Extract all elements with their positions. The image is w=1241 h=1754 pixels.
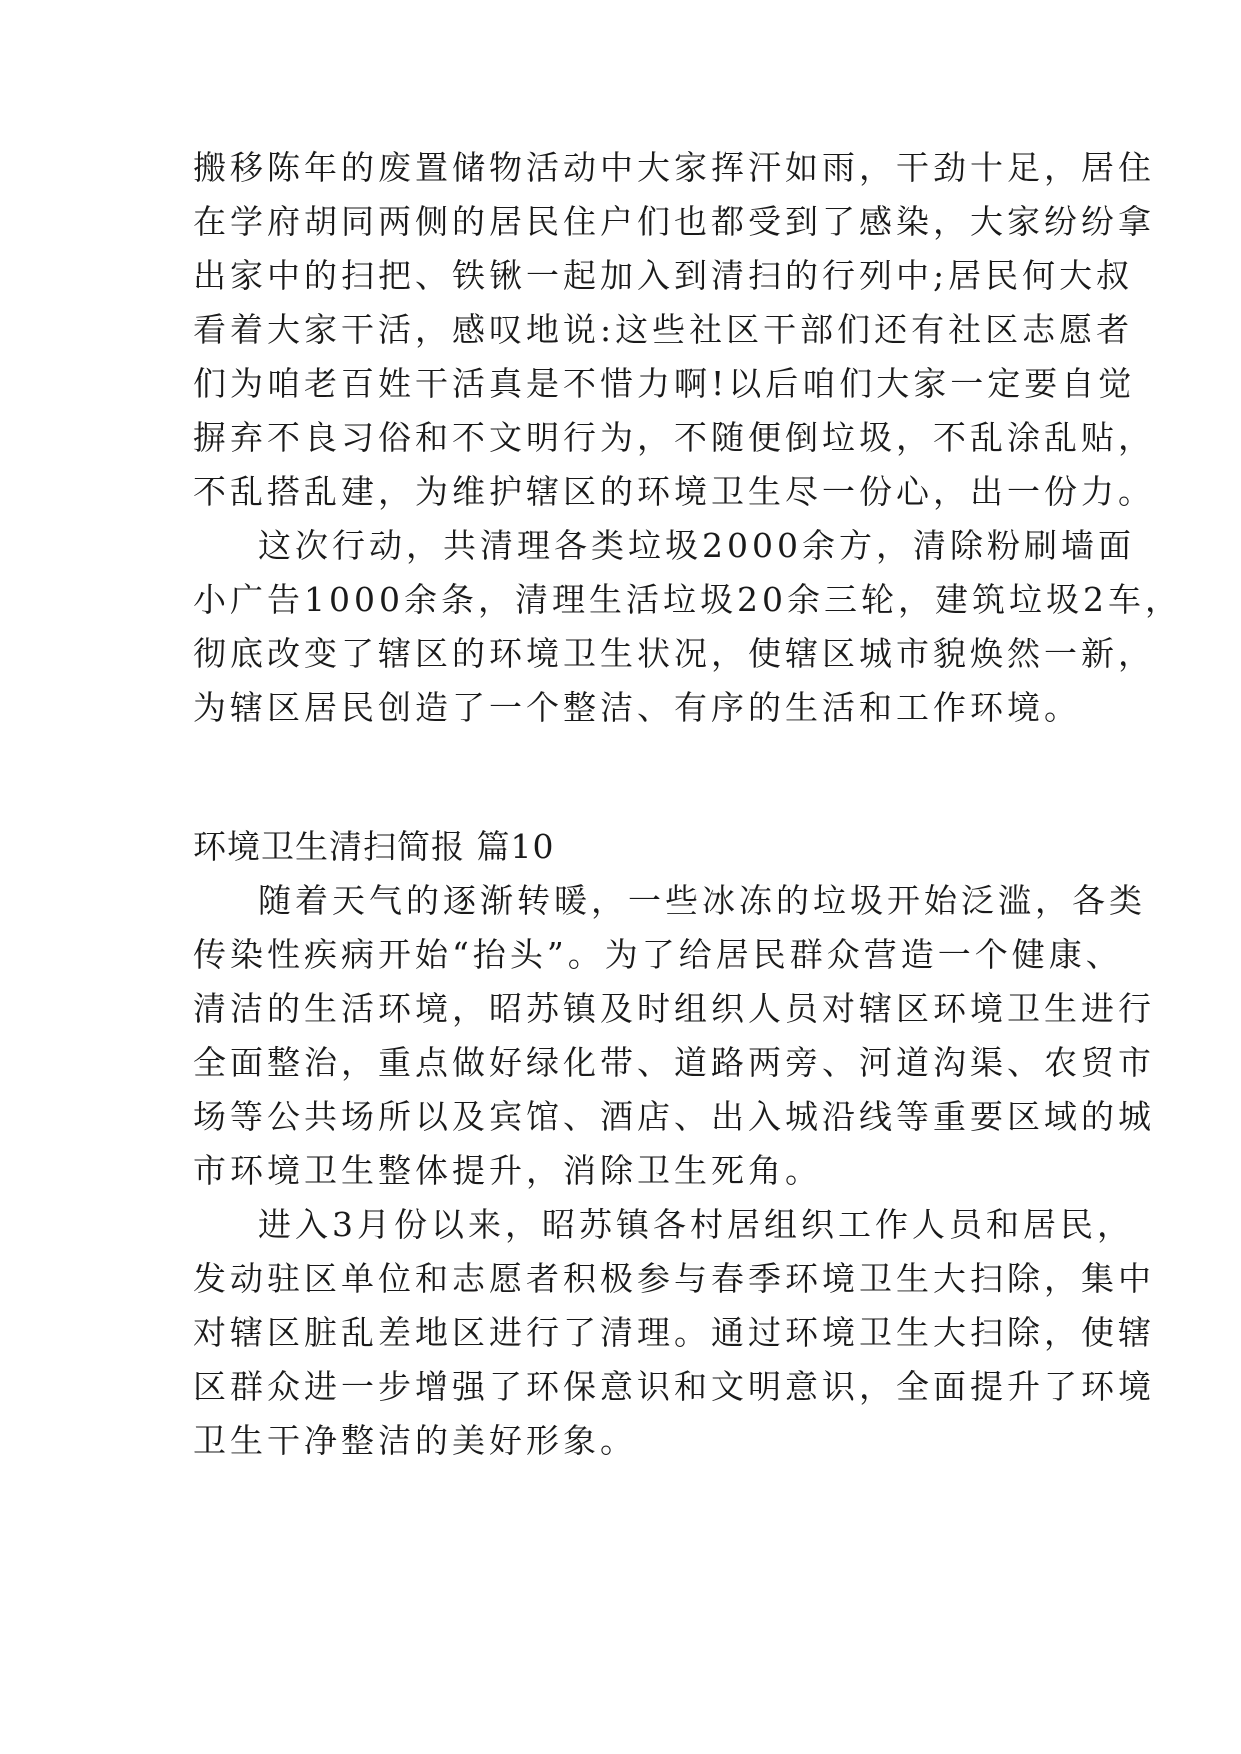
paragraph-line: 随着天气的逐渐转暖，一些冰冻的垃圾开始泛滥，各类 (258, 881, 1146, 920)
paragraph-line: 全面整治，重点做好绿化带、道路两旁、河道沟渠、农贸市 (193, 1043, 1155, 1082)
section-heading: 环境卫生清扫简报 篇10 (193, 827, 555, 866)
paragraph-line: 传染性疾病开始“抬头”。为了给居民群众营造一个健康、 (193, 935, 1123, 974)
paragraph-line: 出家中的扫把、铁锹一起加入到清扫的行列中;居民何大叔 (193, 256, 1134, 295)
paragraph-line: 进入3月份以来，昭苏镇各村居组织工作人员和居民， (258, 1205, 1134, 1244)
paragraph-line: 场等公共场所以及宾馆、酒店、出入城沿线等重要区域的城 (193, 1097, 1155, 1136)
paragraph-line: 区群众进一步增强了环保意识和文明意识，全面提升了环境 (193, 1367, 1155, 1406)
paragraph-line: 们为咱老百姓干活真是不惜力啊!以后咱们大家一定要自觉 (193, 364, 1136, 403)
paragraph-line: 清洁的生活环境，昭苏镇及时组织人员对辖区环境卫生进行 (193, 989, 1155, 1028)
paragraph-line: 小广告1000余条，清理生活垃圾20余三轮，建筑垃圾2车， (193, 580, 1182, 619)
paragraph-line: 搬移陈年的废置储物活动中大家挥汗如雨，干劲十足，居住 (193, 148, 1155, 187)
paragraph-line: 在学府胡同两侧的居民住户们也都受到了感染，大家纷纷拿 (193, 202, 1155, 241)
paragraph-line: 市环境卫生整体提升，消除卫生死角。 (193, 1151, 822, 1190)
paragraph-line: 卫生干净整洁的美好形象。 (193, 1421, 637, 1460)
paragraph-line: 发动驻区单位和志愿者积极参与春季环境卫生大扫除，集中 (193, 1259, 1155, 1298)
paragraph-line: 不乱搭乱建，为维护辖区的环境卫生尽一份心，出一份力。 (193, 472, 1155, 511)
paragraph-line: 对辖区脏乱差地区进行了清理。通过环境卫生大扫除，使辖 (193, 1313, 1155, 1352)
paragraph-line: 看着大家干活，感叹地说:这些社区干部们还有社区志愿者 (193, 310, 1134, 349)
paragraph-line: 为辖区居民创造了一个整洁、有序的生活和工作环境。 (193, 688, 1081, 727)
paragraph-line: 这次行动，共清理各类垃圾2000余方，清除粉刷墙面 (258, 526, 1135, 565)
paragraph-line: 彻底改变了辖区的环境卫生状况，使辖区城市貌焕然一新， (193, 634, 1155, 673)
paragraph-line: 摒弃不良习俗和不文明行为，不随便倒垃圾，不乱涂乱贴， (193, 418, 1155, 457)
